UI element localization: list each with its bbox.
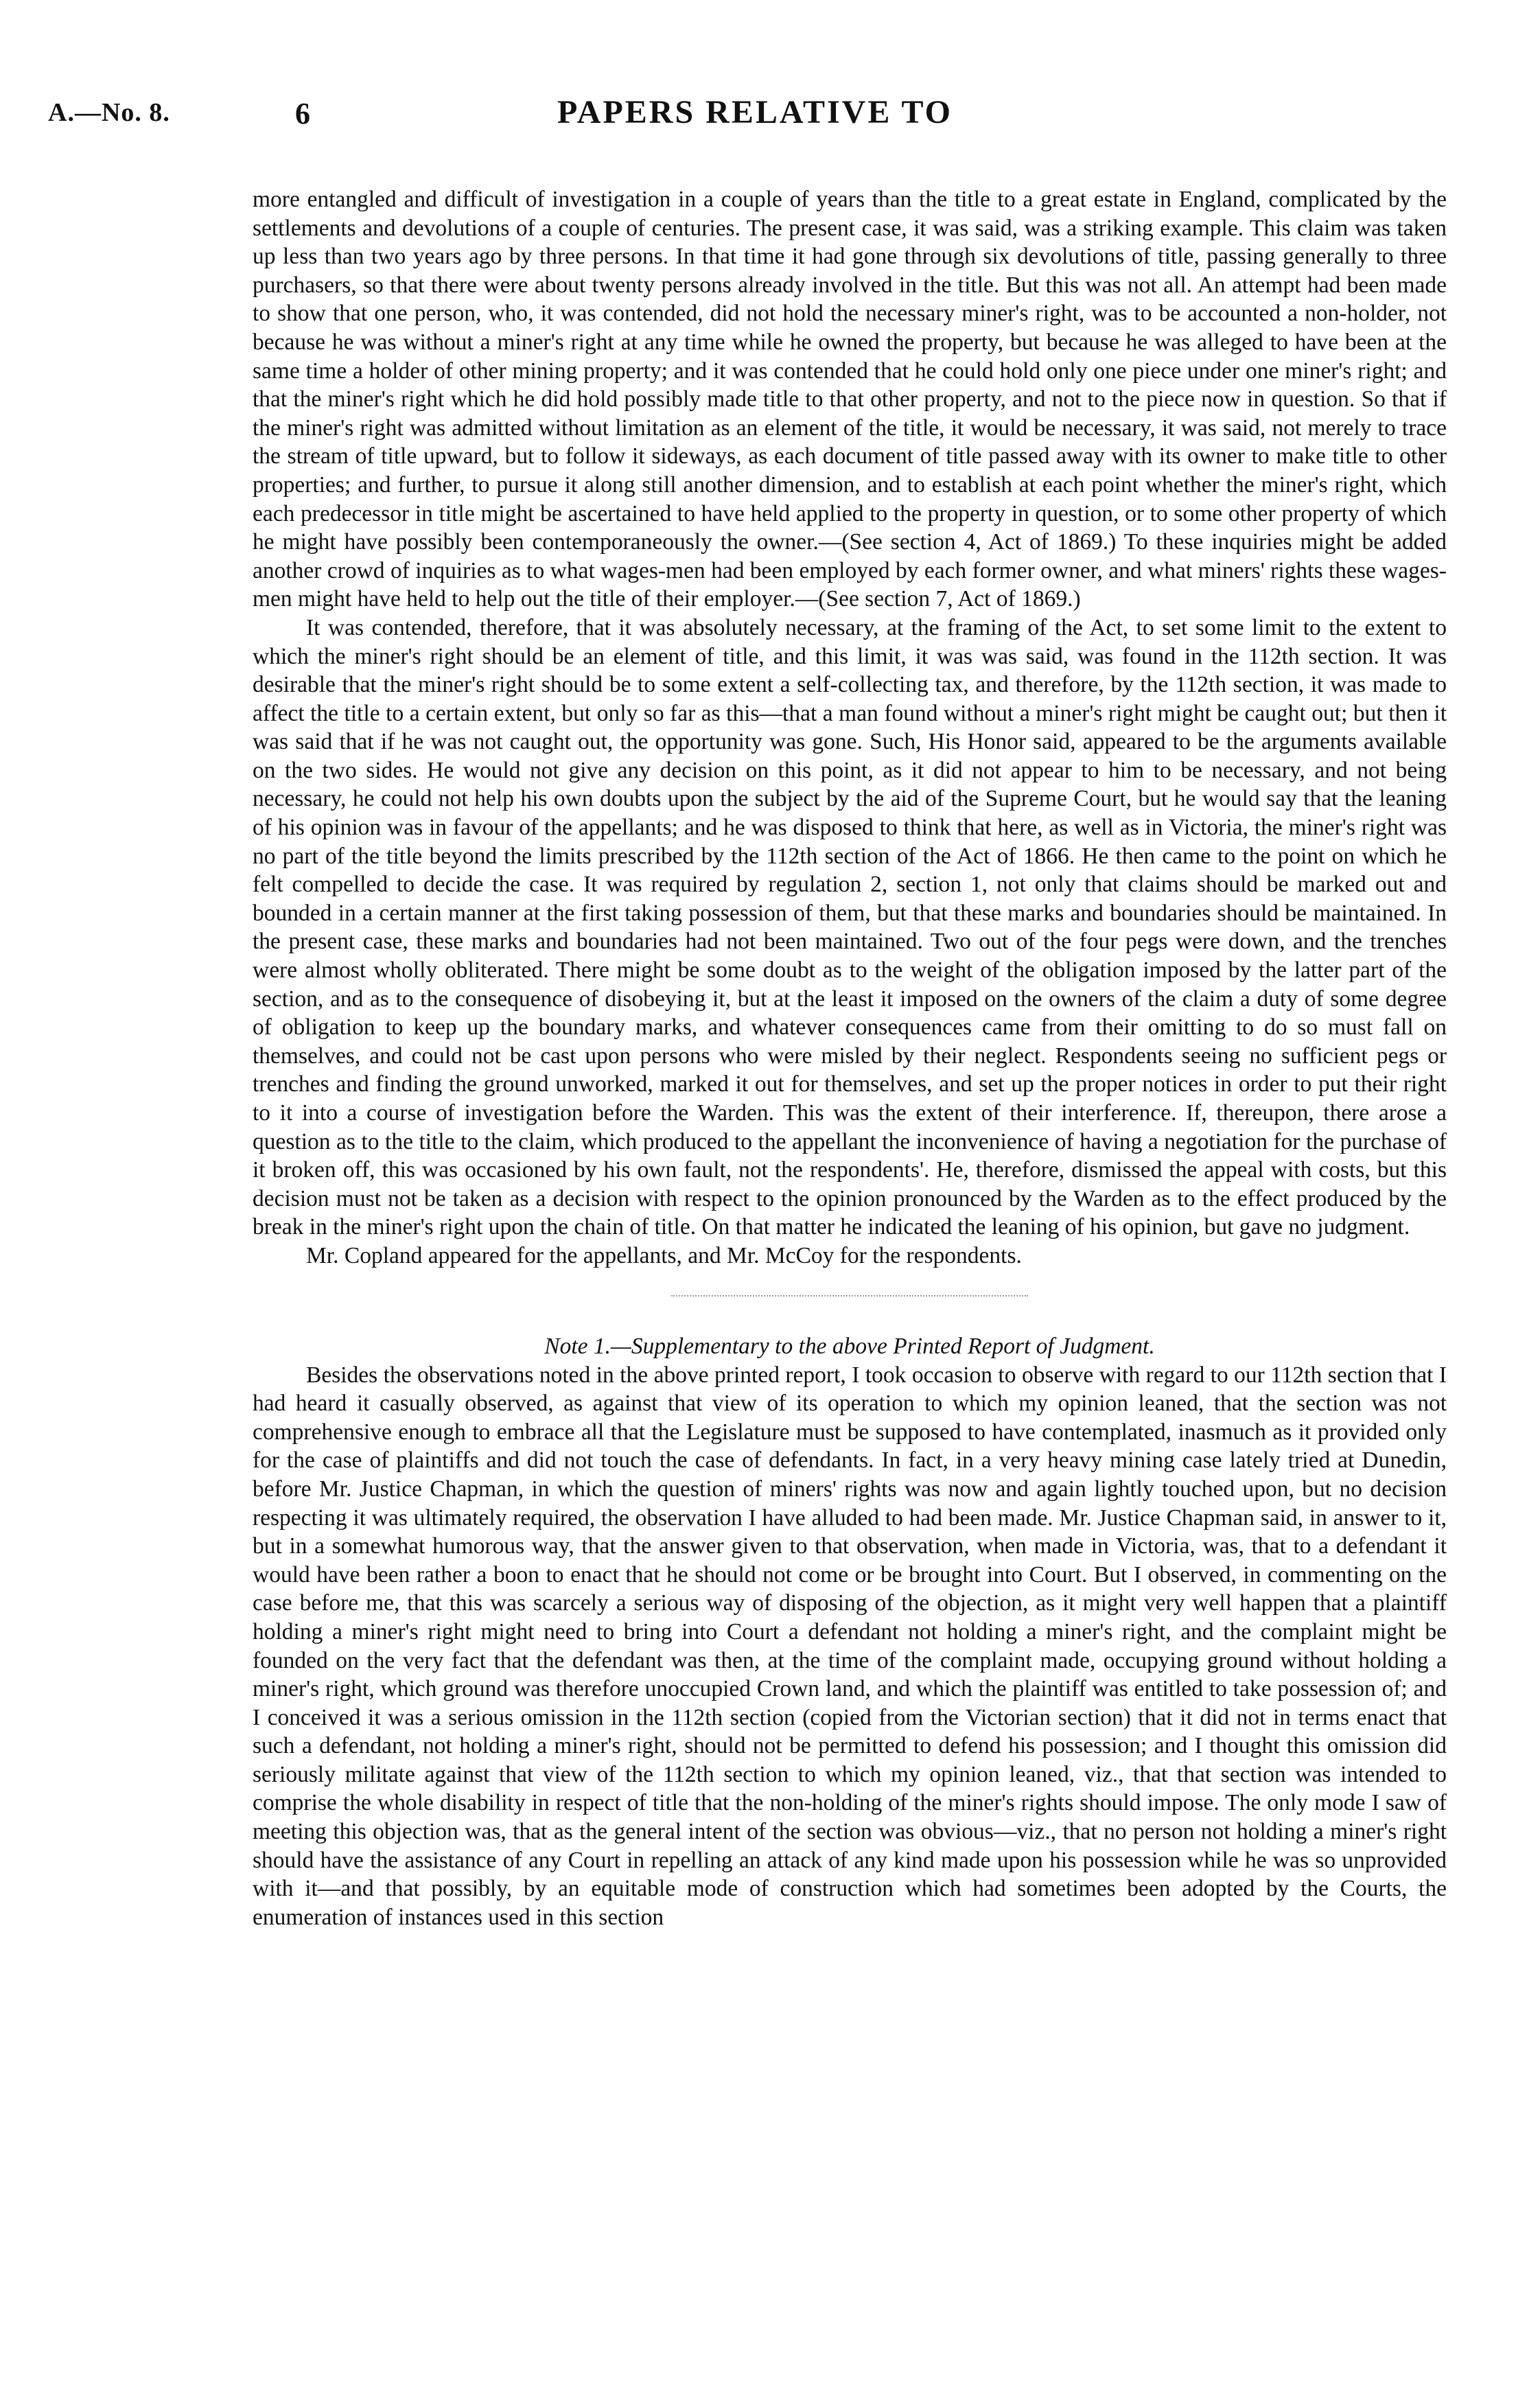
page-number: 6 bbox=[295, 97, 310, 130]
judgment-paragraph: It was contended, therefore, that it was absolutely necessary, at the framing of the Act, to set some limit to the extent to which the miner's right should be an element of title, and this limit, it was was said, was found in the 112th section. It was desirable that the miner's right should be to some extent a self-collecting tax, and therefore, by the 112th section, it was made to affect the title to a certain extent, but only so far as this—that a man found without a miner's right might be caught out; but then it was said that if he was not caught out, the opportunity was gone. Such, His Honor said, appeared to be the arguments available on the two sides. He would not give any decision on this point, as it did not appear to him to be necessary, and not being necessary, he could not help his own doubts upon the subject by the aid of the Supreme Court, but he would say that the leaning of his opinion was in favour of the appellants; and he was disposed to think that here, as well as in Victoria, the miner's right was no part of the title beyond the limits prescribed by the 112th section of the Act of 1866. He then came to the point on which he felt compelled to decide the case. It was required by regulation 2, section 1, not only that claims should be marked out and bounded in a certain manner at the first taking possession of them, but that these marks and boundaries should be maintained. In the present case, these marks and boundaries had not been maintained. Two out of the four pegs were down, and the trenches were almost wholly obliterated. There might be some doubt as to the weight of the obligation imposed by the latter part of the section, and as to the consequence of disobeying it, but at the least it imposed on the owners of the claim a duty of some degree of obligation to keep up the boundary marks, and whatever consequences came from their omitting to do so must fall on themselves, and could not be cast upon persons who were misled by their neglect. Respondents seeing no sufficient pegs or trenches and finding the ground unworked, marked it out for themselves, and set up the proper notices in order to put their right to it into a course of investigation before the Warden. This was the extent of their interference. If, thereupon, there arose a question as to the title to the claim, which produced to the appellant the inconvenience of having a negotiation for the purchase of it broken off, this was occasioned by his own fault, not the respondents'. He, therefore, dismissed the appeal with costs, but this decision must not be taken as a decision with respect to the opinion pronounced by the Warden as to the effect produced by the break in the miner's right upon the chain of title. On that matter he indicated the leaning of his opinion, but gave no judgment. bbox=[253, 614, 1447, 1240]
page-header bbox=[48, 91, 1462, 139]
running-title: PAPERS RELATIVE TO bbox=[557, 94, 953, 130]
paper-reference: A.—No. 8. bbox=[48, 98, 170, 127]
section-divider bbox=[671, 1295, 1028, 1297]
note-heading: Note 1.—Supplementary to the above Printed Report of Judgment. bbox=[544, 1333, 1155, 1359]
counsel-paragraph: Mr. Copland appeared for the appellants, and Mr. McCoy for the respondents. bbox=[306, 1242, 1022, 1268]
note-paragraph: Besides the observations noted in the above printed report, I took occasion to observe with regard to our 112th section that I had heard it casually observed, as against that view of its operation to which my opinion leaned, that the section was not comprehensive enough to embrace all that the Legislature must be supposed to have contemplated, inasmuch as it provided only for the case of plaintiffs and did not touch the case of defendants. In fact, in a very heavy mining case lately tried at Dunedin, before Mr. Justice Chapman, in which the question of miners' rights was now and again lightly touched upon, but no decision respecting it was ultimately required, the observation I have alluded to had been made. Mr. Justice Chapman said, in answer to it, but in a somewhat humorous way, that the answer given to that observation, when made in Victoria, was, that to a defendant it would have been rather a boon to enact that he should not come or be brought into Court. But I observed, in commenting on the case before me, that this was scarcely a serious way of disposing of the objection, as it might very well happen that a plaintiff holding a miner's right might need to bring into Court a defendant not holding a miner's right, and the complaint might be founded on the very fact that the defendant was then, at the time of the complaint made, occupying ground without holding a miner's right, which ground was therefore unoccupied Crown land, and which the plaintiff was entitled to take possession of; and I conceived it was a serious omission in the 112th section (copied from the Victorian section) that it did not in terms enact that such a defendant, not holding a miner's right, should not be permitted to defend his possession; and I thought this omission did seriously militate against that view of the 112th section to which my opinion leaned, viz., that that section was intended to comprise the whole disability in respect of title that the non-holding of the miner's rights should impose. The only mode I saw of meeting this objection was, that as the general intent of the section was obvious—viz., that no person not holding a miner's right should have the assistance of any Court in repelling an attack of any kind made upon his possession while he was so unprovided with it—and that possibly, by an equitable mode of construction which had sometimes been adopted by the Courts, the enumeration of instances used in this section bbox=[253, 1362, 1447, 1930]
page-body bbox=[253, 185, 1447, 1931]
judgment-paragraph-continued: more entangled and difficult of investigation in a couple of years than the title to a great estate in England, complicated by the settlements and devolutions of a couple of centuries. The present case, it was said, was a striking example. This claim was taken up less than two years ago by three persons. In that time it had gone through six devolutions of title, passing generally to three purchasers, so that there were about twenty persons already involved in the title. But this was not all. An attempt had been made to show that one person, who, it was contended, did not hold the necessary miner's right, was to be accounted a non-holder, not because he was without a miner's right at any time while he owned the property, but because he was alleged to have been at the same time a holder of other mining property; and it was contended that he could hold only one piece under one miner's right; and that the miner's right which he did hold possibly made title to that other property, and not to the piece now in question. So that if the miner's right was admitted without limitation as an element of the title, it would be necessary, it was said, not merely to trace the stream of title upward, but to follow it sideways, as each document of title passed away with its owner to make title to other properties; and further, to pursue it along still another dimension, and to establish at each point whether the miner's right, which each predecessor in title might be ascertained to have held applied to the property in question, or to some other property of which he might have possibly been contemporaneously the owner.—(See section 4, Act of 1869.) To these inquiries might be added another crowd of inquiries as to what wages-men had been employed by each former owner, and what miners' rights these wages-men might have held to help out the title of their employer.—(See section 7, Act of 1869.) bbox=[253, 187, 1447, 612]
